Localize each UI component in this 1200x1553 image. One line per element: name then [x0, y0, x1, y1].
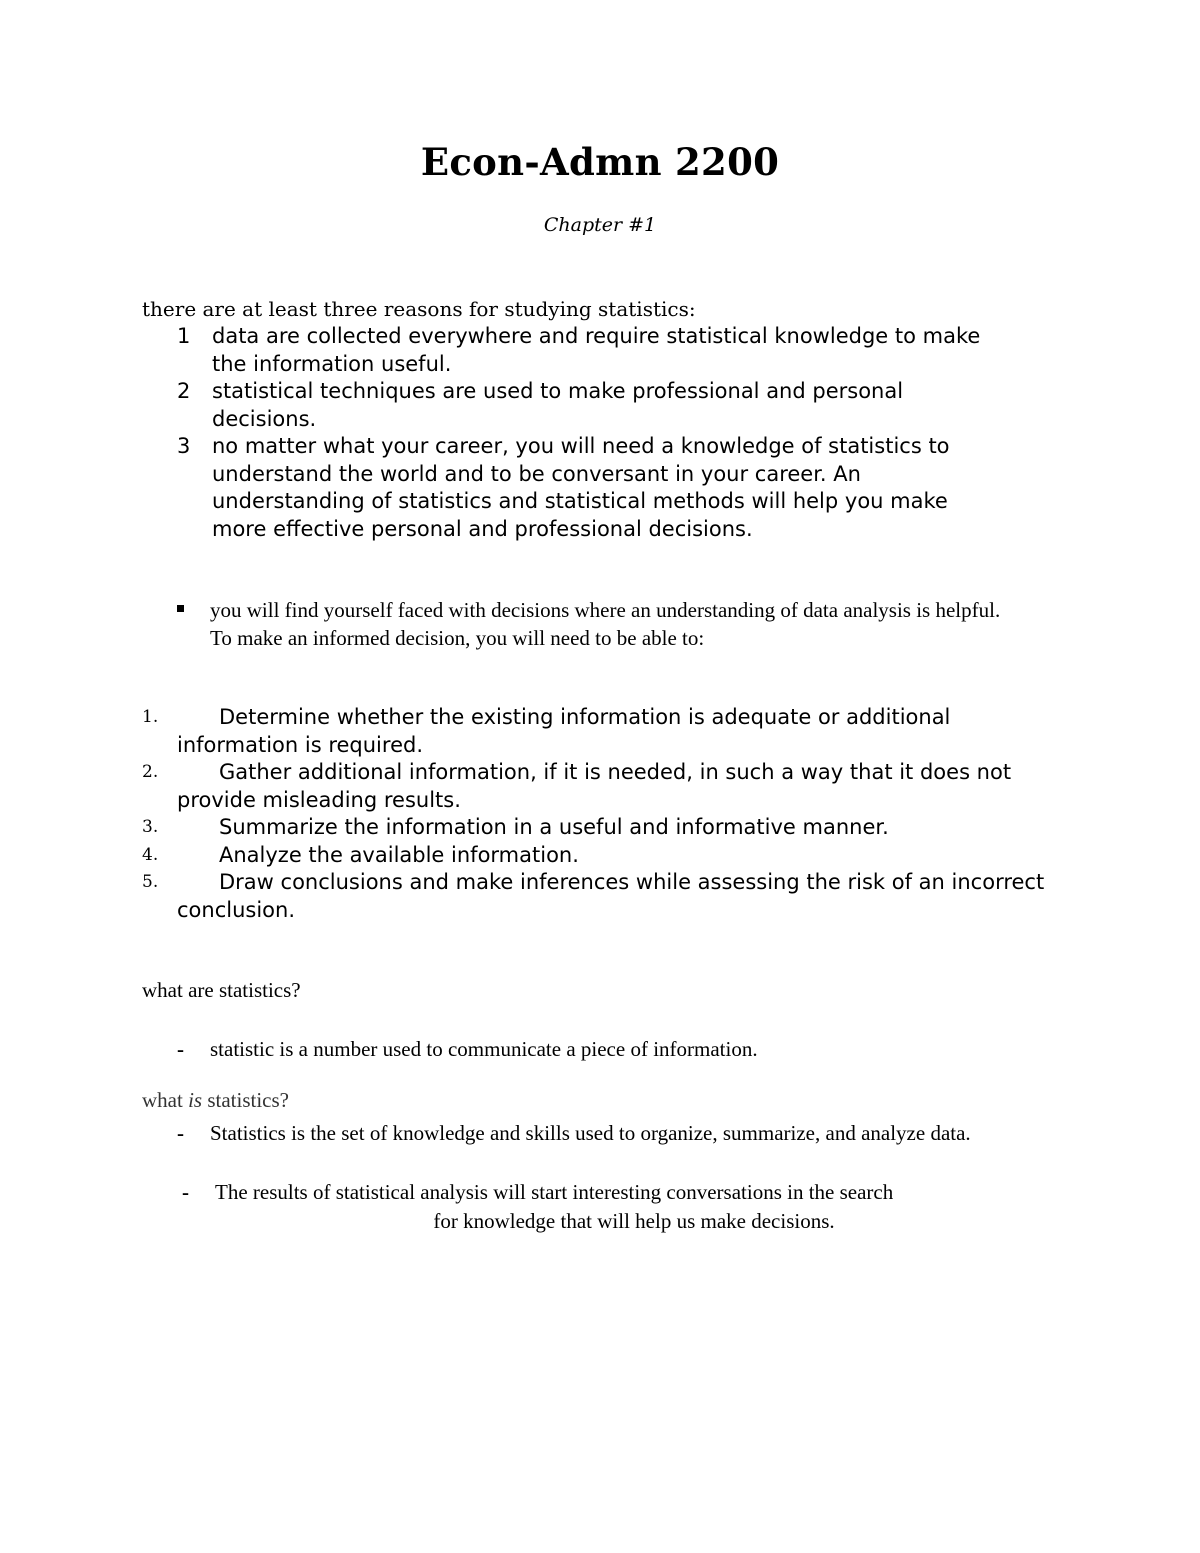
chapter-subtitle: Chapter #1 — [543, 214, 657, 236]
list-number: 1. — [142, 707, 159, 727]
list-number: 1 — [177, 324, 191, 348]
list-item — [0, 323, 1002, 378]
list-item — [0, 1035, 1070, 1064]
list-item — [0, 433, 1002, 543]
dash-bullet: - — [177, 1037, 184, 1061]
list-item — [0, 378, 1002, 433]
list-number: 4. — [142, 844, 159, 865]
list-item-text: Determine whether the existing information is adequate or additional information is required. — [177, 705, 951, 757]
list-item-text-continued: for knowledge that will help us make decisions. — [433, 1209, 835, 1233]
question-heading: what is statistics? — [142, 1088, 289, 1112]
list-number: 5. — [142, 872, 159, 892]
list-item-text: Statistics is the set of knowledge and skills used to organize, summarize, and analyze data. — [210, 1121, 971, 1145]
list-item-text: no matter what your career, you will need a knowledge of statistics to understand the world and to be conversant in your career. An understanding of statistics and statistical methods will help you make more effective personal and professional decisions. — [212, 434, 950, 541]
document-title: Econ-Admn 2200 — [420, 140, 780, 184]
list-item — [0, 704, 1047, 759]
list-number: 2. — [142, 762, 159, 782]
question-heading: what are statistics? — [142, 978, 301, 1002]
intro-paragraph: there are at least three reasons for studying statistics: — [142, 297, 696, 321]
list-item — [0, 759, 1047, 814]
list-number: 3. — [142, 817, 159, 837]
list-item-text: statistical techniques are used to make professional and personal decisions. — [212, 379, 904, 431]
list-number: 2 — [177, 379, 191, 403]
list-item-text: statistic is a number used to communicate a piece of information. — [210, 1037, 758, 1061]
square-bullet-icon — [177, 605, 184, 612]
list-item-text: Draw conclusions and make inferences while assessing the risk of an incorrect conclusion. — [177, 870, 1045, 922]
list-item-text: Gather additional information, if it is needed, in such a way that it does not provide misleading results. — [177, 760, 1012, 812]
bullet-text: you will find yourself faced with decisions where an understanding of data analysis is helpful. To make an informed decision, you will need to be able to: — [210, 598, 1001, 650]
list-item — [0, 842, 1047, 870]
answer-list — [0, 1035, 1200, 1064]
steps-list — [0, 704, 1200, 924]
list-item-text: data are collected everywhere and require statistical knowledge to make the information useful. — [212, 324, 981, 376]
dash-bullet: - — [177, 1121, 184, 1145]
list-item-text: Analyze the available information. — [219, 842, 579, 867]
dash-bullet: - — [182, 1180, 189, 1204]
answer-list — [0, 1119, 1200, 1148]
bullet-paragraph — [0, 596, 1200, 652]
list-item — [0, 1119, 1070, 1148]
list-number: 3 — [177, 434, 191, 458]
reasons-list — [0, 323, 1200, 543]
list-item — [0, 814, 1047, 842]
list-item-text: The results of statistical analysis will start interesting conversations in the search — [215, 1180, 894, 1204]
list-item — [0, 869, 1047, 924]
list-item-text: Summarize the information in a useful and informative manner. — [219, 815, 889, 839]
